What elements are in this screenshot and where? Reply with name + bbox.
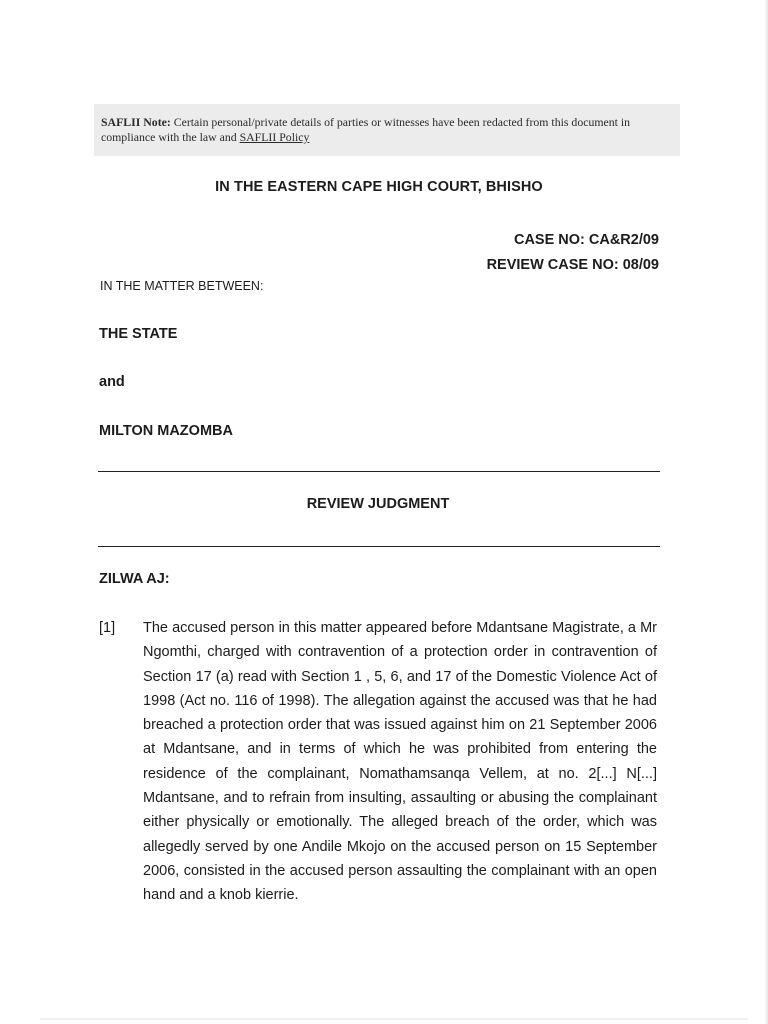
paragraph-number: [1] bbox=[99, 620, 116, 636]
safli-note-text: Certain personal/private details of parties or witnesses have been redacted from this document in compliance with the law and bbox=[101, 115, 631, 144]
case-numbers bbox=[487, 228, 659, 278]
safli-policy-link[interactable]: SAFLII Policy bbox=[239, 130, 310, 144]
page-bottom-shadow bbox=[40, 1018, 748, 1020]
judgment-heading: REVIEW JUDGMENT bbox=[306, 496, 450, 512]
party-state: THE STATE bbox=[99, 326, 178, 342]
party-accused: MILTON MAZOMBA bbox=[99, 423, 233, 439]
matter-between-label: IN THE MATTER BETWEEN: bbox=[100, 279, 264, 293]
page-edge-shadow bbox=[764, 0, 768, 1024]
divider-bottom bbox=[98, 546, 660, 547]
safli-note-label: SAFLII Note: bbox=[101, 115, 171, 129]
review-case-number: REVIEW CASE NO: 08/09 bbox=[486, 257, 659, 273]
court-title: IN THE EASTERN CAPE HIGH COURT, BHISHO bbox=[215, 179, 543, 195]
divider-top bbox=[98, 471, 660, 472]
paragraph-text: The accused person in this matter appeared before Mdantsane Magistrate, a Mr Ngomthi, charged with contravention of a protection order in contravention of Section 17 (a) read with Section 1 , 5, 6, and 17 of the Domestic Violence Act of 1998 (Act no. 116 of 1998). The allegation against the accused was that he had breached a protection order that was issued against him on 21 September 2006 at Mdantsane, and in terms of which he was prohibited from entering the residence of the complainant, Nomathamsanqa Vellem, at no. 2[...] N[...] Mdantsane, and to refrain from insulting, assaulting or abusing the complainant either physically or emotionally. The alleged breach of the order, which was allegedly served by one Andile Mkojo on the accused person on 15 September 2006, consisted in the accused person assaulting the complainant with an open hand and a knob kierrie. bbox=[143, 620, 657, 904]
judge-name: ZILWA AJ: bbox=[99, 571, 170, 587]
safli-note-banner bbox=[94, 104, 680, 156]
case-number: CASE NO: CA&R2/09 bbox=[513, 232, 659, 248]
and-separator: and bbox=[99, 374, 125, 390]
